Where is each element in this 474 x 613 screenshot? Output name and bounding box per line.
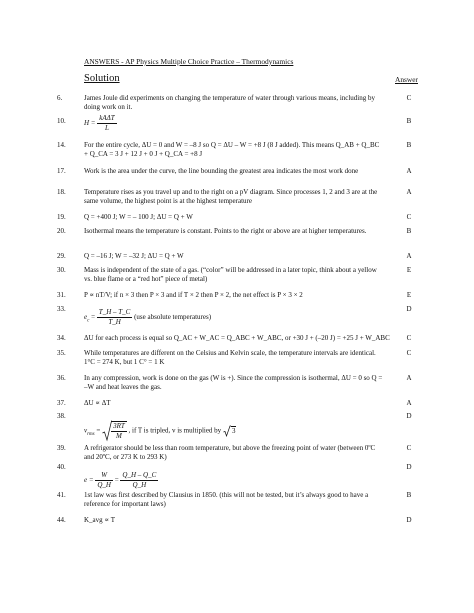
answer-letter: A (406, 399, 412, 407)
answer-letter: B (406, 227, 412, 235)
solution-text: , if T is tripled, v is multiplied by (128, 426, 222, 435)
question-number: 40. (57, 463, 66, 471)
answer-letter: D (406, 516, 412, 524)
solution-text: A refrigerator should be less than room temperature, but above the freezing point of water (between 0ºC and 20ºC, or 273 K to 293 K) (84, 444, 376, 461)
question-number: 17. (57, 167, 66, 175)
solution-text: 1st law was first described by Clausius in 1850. (this will not be tested, but it’s always good to have a reference for important laws) (84, 491, 369, 508)
question-number: 20. (57, 227, 66, 235)
solution-text: P ∝ nT/V; if n × 3 then P × 3 and if T × 2 then P × 2, the net effect is P × 3 × 2 (84, 291, 303, 299)
question-number: 31. (57, 291, 66, 299)
answer-letter: B (406, 117, 412, 125)
answer-letter: E (406, 266, 412, 274)
question-number: 33. (57, 305, 66, 313)
question-number: 30. (57, 266, 66, 274)
solution-text: K_avg ∝ T (84, 516, 116, 524)
fraction: $\frac{W}{Q\_H}$ (97, 471, 111, 489)
equation-carnot-efficiency: $e_c$ = $\frac{T\_H - T\_C}{T\_H}$ (use absolute temperatures) (84, 308, 212, 326)
solution-text: Mass is independent of the state of a gas. (“color” will be addressed in a later topic, think about a yellow vs. blue flame or a “red hot” piece of metal) (84, 266, 377, 283)
fraction: $\frac{T\_H - T\_C}{T\_H}$ (98, 308, 131, 326)
solution-text: Isothermal means the temperature is constant. Points to the right or above are at higher temperatures. (84, 227, 367, 235)
square-root-icon (223, 425, 231, 437)
question-number: 38. (57, 412, 66, 420)
page-title: ANSWERS - AP Physics Multiple Choice Practice – Thermodynamics (84, 57, 294, 66)
solution-text: Q = –16 J; W = –32 J; ΔU = Q + W (84, 252, 184, 260)
solution-text: In any compression, work is done on the gas (W is +). Since the compression is isothermal, ΔU = 0 so Q = –W and heat leaves the gas. (84, 374, 383, 391)
question-number: 18. (57, 188, 66, 196)
question-number: 6. (57, 94, 63, 102)
question-number: 29. (57, 252, 66, 260)
answer-letter: B (406, 141, 412, 149)
question-number: 10. (57, 117, 66, 125)
answer-heading: Answer (395, 75, 418, 84)
answer-letter: C (406, 213, 412, 221)
question-number: 19. (57, 213, 66, 221)
solution-text: Q = +400 J; W = – 100 J; ΔU = Q + W (84, 213, 193, 221)
solution-text: ΔU for each process is equal so Q_AC + W_AC = Q_ABC + W_ABC, or +30 J + (–20 J) = +25 J + W_ABC (84, 334, 390, 342)
question-number: 34. (57, 334, 66, 342)
answer-letter: A (406, 188, 412, 196)
fraction: $\frac{Q\_H - Q\_C}{Q\_H}$ (122, 471, 157, 489)
equation-heat-conduction: H = $\frac{\text{kAΔT}}{L}$ (84, 114, 115, 132)
question-number: 39. (57, 444, 66, 452)
question-number: 37. (57, 399, 66, 407)
solution-text: Work is the area under the curve, the line bounding the greatest area indicates the most work done (84, 167, 359, 175)
equation-efficiency: e = $\frac{W}{Q\_H}$ = $\frac{Q\_H - Q\_C}{Q\_H}$ (84, 471, 157, 489)
answer-letter: A (406, 252, 412, 260)
question-number: 36. (57, 374, 66, 382)
question-number: 41. (57, 491, 66, 499)
solution-text: Temperature rises as you travel up and to the right on a pV diagram. Since processes 1, 2 and 3 are at the same volume, the highest point is at the highest temperature (84, 188, 378, 205)
solution-heading: Solution (84, 73, 120, 84)
solution-text: (use absolute temperatures) (134, 313, 212, 322)
answer-letter: A (406, 167, 412, 175)
question-number: 44. (57, 516, 66, 524)
answer-letter: C (406, 334, 412, 342)
answer-letter: D (406, 305, 412, 313)
answer-letter: E (406, 291, 412, 299)
solution-text: While temperatures are different on the Celsius and Kelvin scale, the temperature intervals are identical. 1°C = 274 K, but 1 C° = 1 K (84, 349, 376, 366)
equation-rms-speed: $v_{rms}$ = $\frac{3RT}{M}$ , if T is tripled, v is multiplied by 3 (84, 422, 236, 440)
solution-text: ΔU ∝ ΔT (84, 399, 111, 407)
solution-text: James Joule did experiments on changing the temperature of water through various means, including by doing work on it. (84, 94, 376, 111)
fraction: $\frac{3RT}{M}$ (113, 422, 125, 440)
solution-text: For the entire cycle, ΔU = 0 and W = –8 J so Q = ΔU – W = +8 J (8 J added). This means Q_AB + Q_BC + Q_CA = 3 J + 12 J + 0 J + Q_CA = +8 J (84, 141, 380, 158)
answer-letter: C (406, 94, 412, 102)
answer-letter: D (406, 412, 412, 420)
answer-letter: A (406, 374, 412, 382)
answer-letter: C (406, 444, 412, 452)
fraction: $\frac{\text{kAΔT}}{L}$ (99, 114, 115, 132)
question-number: 14. (57, 141, 66, 149)
answer-letter: D (406, 463, 412, 471)
answer-letter: B (406, 491, 412, 499)
question-number: 35. (57, 349, 66, 357)
answer-letter: C (406, 349, 412, 357)
